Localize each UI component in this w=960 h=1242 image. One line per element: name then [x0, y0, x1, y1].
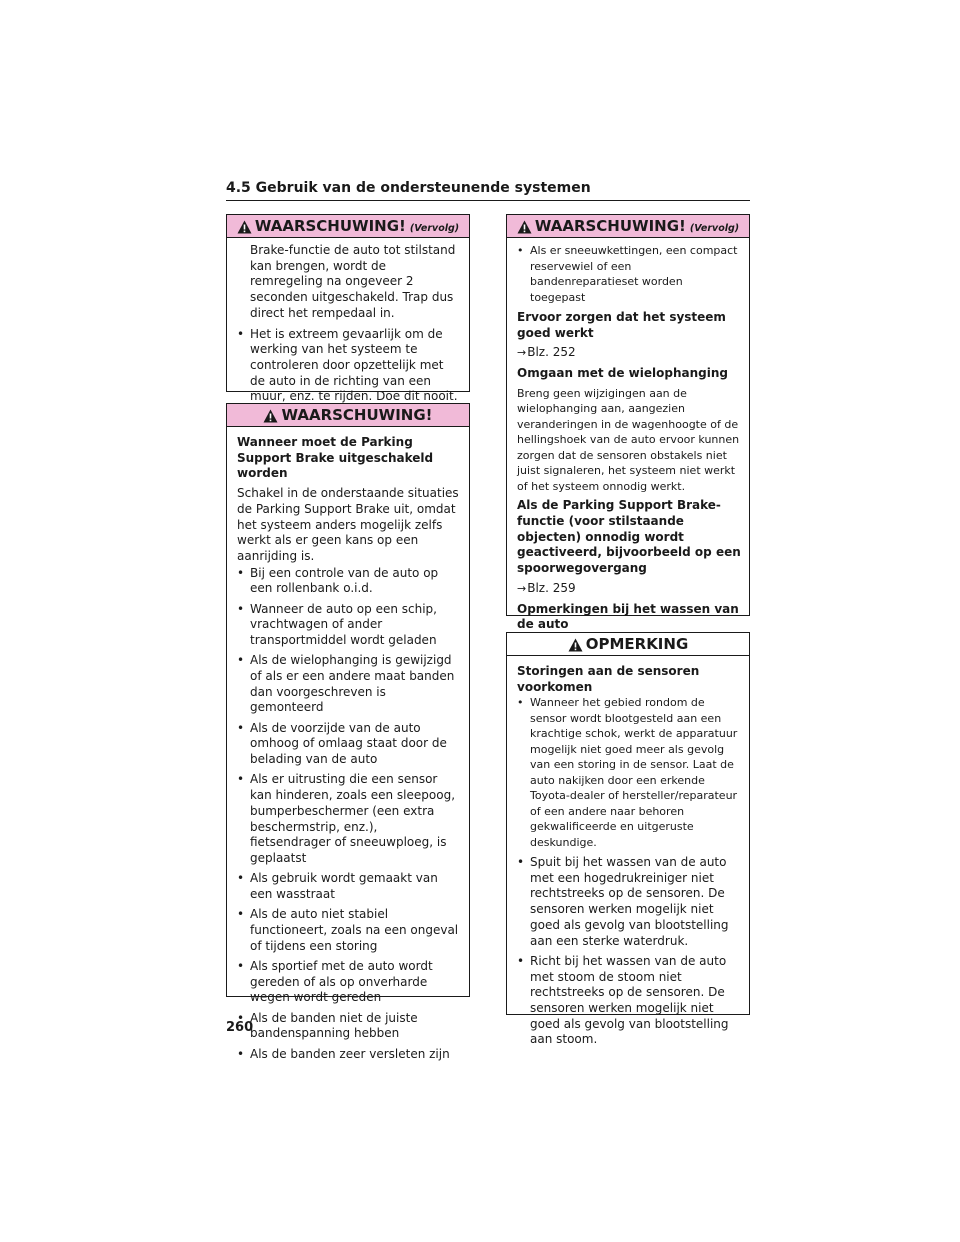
subsection-heading: Als de Parking Support Brake-functie (voor stilstaande objecten) onnodig wordt geactiveerd, bijvoorbeeld op een spoorwegovergang	[517, 498, 741, 576]
arrow-right-icon: →	[517, 581, 527, 595]
notice-box-header	[507, 633, 749, 656]
notice-box	[506, 632, 750, 1047]
list-item: • Als sportief met de auto wordt gereden of als op onverharde wegen wordt gereden	[237, 959, 461, 1006]
section-header	[226, 180, 750, 201]
subsection-heading: Omgaan met de wielophanging	[517, 366, 728, 381]
warning-triangle-icon	[517, 220, 532, 234]
bullet-list	[237, 327, 461, 406]
warning-box-title: WAARSCHUWING!	[254, 217, 406, 235]
page-reference-link[interactable]: Blz. 252	[527, 345, 576, 360]
warning-box-header	[227, 215, 469, 238]
arrow-right-icon: →	[517, 346, 527, 360]
notice-box-title: OPMERKING	[585, 635, 689, 653]
intro-paragraph: Schakel in de onderstaande situaties de Parking Support Brake uit, omdat het systeem anders mogelijk zelfs werkt als er geen kans op een aanrijding is.	[237, 486, 459, 563]
bullet-list	[237, 566, 461, 1063]
warning-triangle-icon	[263, 409, 278, 423]
warning-box-body	[507, 238, 749, 662]
bullet-list	[517, 243, 741, 305]
page-reference	[517, 581, 741, 597]
warning-box-continued-left	[226, 214, 470, 404]
subsection-heading: Storingen aan de sensoren voorkomen	[517, 664, 700, 694]
list-item: • Als de voorzijde van de auto omhoog of omlaag staat door de belading van de auto	[237, 721, 461, 768]
page-reference-link[interactable]: Blz. 259	[527, 580, 576, 595]
continued-label: (Vervolg)	[689, 223, 740, 234]
warning-box-body	[227, 238, 469, 414]
warning-triangle-icon	[237, 220, 252, 234]
bullet-list	[517, 695, 741, 1048]
warning-box-header	[507, 215, 749, 238]
notice-box-body	[507, 656, 749, 1057]
warning-box-title: WAARSCHUWING!	[281, 406, 433, 424]
list-item: • Het is extreem gevaarlijk om de werking van het systeem te controleren door opzettelijk met de auto in de richting van een muur, enz. te rijden. Doe dit nooit.	[237, 327, 461, 406]
warning-box-body	[227, 427, 469, 1071]
page-number: 260	[226, 1020, 254, 1035]
subsection-heading: Opmerkingen bij het wassen van de auto	[517, 601, 739, 632]
list-item: • Bij een controle van de auto op een rollenbank o.i.d.	[237, 566, 461, 597]
list-item: • Als de banden zeer versleten zijn	[237, 1047, 461, 1063]
list-item: • Als de banden niet de juiste bandenspanning hebben	[237, 1011, 461, 1042]
list-item: • Als de auto niet stabiel functioneert, zoals na een ongeval of tijdens een storing	[237, 907, 461, 954]
list-item: • Als er uitrusting die een sensor kan hinderen, zoals een sleepoog, bumperbeschermer (een extra beschermstrip, enz.), fietsendrager of sneeuwploeg, is geplaatst	[237, 772, 461, 866]
page-reference	[517, 345, 741, 361]
list-item: • Wanneer het gebied rondom de sensor wordt blootgesteld aan een krachtige schok, werkt de apparatuur mogelijk niet goed meer als gevolg van een storing in de sensor. Laat de auto nakijken door een erkende Toyota-dealer of hersteller/reparateur of een andere naar behoren gekwalificeerde en uitgeruste deskundige.	[517, 695, 741, 850]
list-item: • Wanneer de auto op een schip, vrachtwagen of ander transportmiddel wordt geladen	[237, 602, 461, 649]
subsection-heading: Ervoor zorgen dat het systeem goed werkt	[517, 310, 726, 340]
list-item: • Als er sneeuwkettingen, een compact reservewiel of een bandenreparatieset worden toegepast	[517, 243, 741, 305]
continued-label: (Vervolg)	[409, 223, 460, 234]
warning-box-title: WAARSCHUWING!	[534, 217, 686, 235]
continued-text: Brake-functie de auto tot stilstand kan brengen, wordt de remregeling na ongeveer 2 seconden uitgeschakeld. Trap dus direct het rempedaal in.	[250, 243, 456, 320]
list-item: • Als gebruik wordt gemaakt van een wasstraat	[237, 871, 461, 902]
paragraph: Breng geen wijzigingen aan de wielophanging aan, aangezien veranderingen in de wagenhoogte of de hellingshoek van de auto ervoor kunnen zorgen dat de sensoren obstakels niet juist signaleren, het systeem niet werkt of het systeem onnodig werkt.	[517, 386, 740, 493]
list-item: • Richt bij het wassen van de auto met stoom de stoom niet rechtstreeks op de sensoren. De sensoren werken mogelijk niet goed als gevolg van blootstelling aan stoom.	[517, 954, 741, 1048]
warning-box-header	[227, 404, 469, 427]
warning-box-continued-right	[506, 214, 750, 632]
warning-triangle-icon	[568, 638, 583, 652]
list-item: • Spuit bij het wassen van de auto met een hogedrukreiniger niet rechtstreeks op de sensoren. De sensoren werken mogelijk niet goed als gevolg van blootstelling aan een sterke waterdruk.	[517, 855, 741, 949]
list-item: • Als de wielophanging is gewijzigd of als er een andere maat banden dan voorgeschreven is gemonteerd	[237, 653, 461, 716]
subsection-heading: Wanneer moet de Parking Support Brake uitgeschakeld worden	[237, 435, 434, 481]
section-title: 4.5 Gebruik van de ondersteunende systemen	[226, 180, 591, 196]
